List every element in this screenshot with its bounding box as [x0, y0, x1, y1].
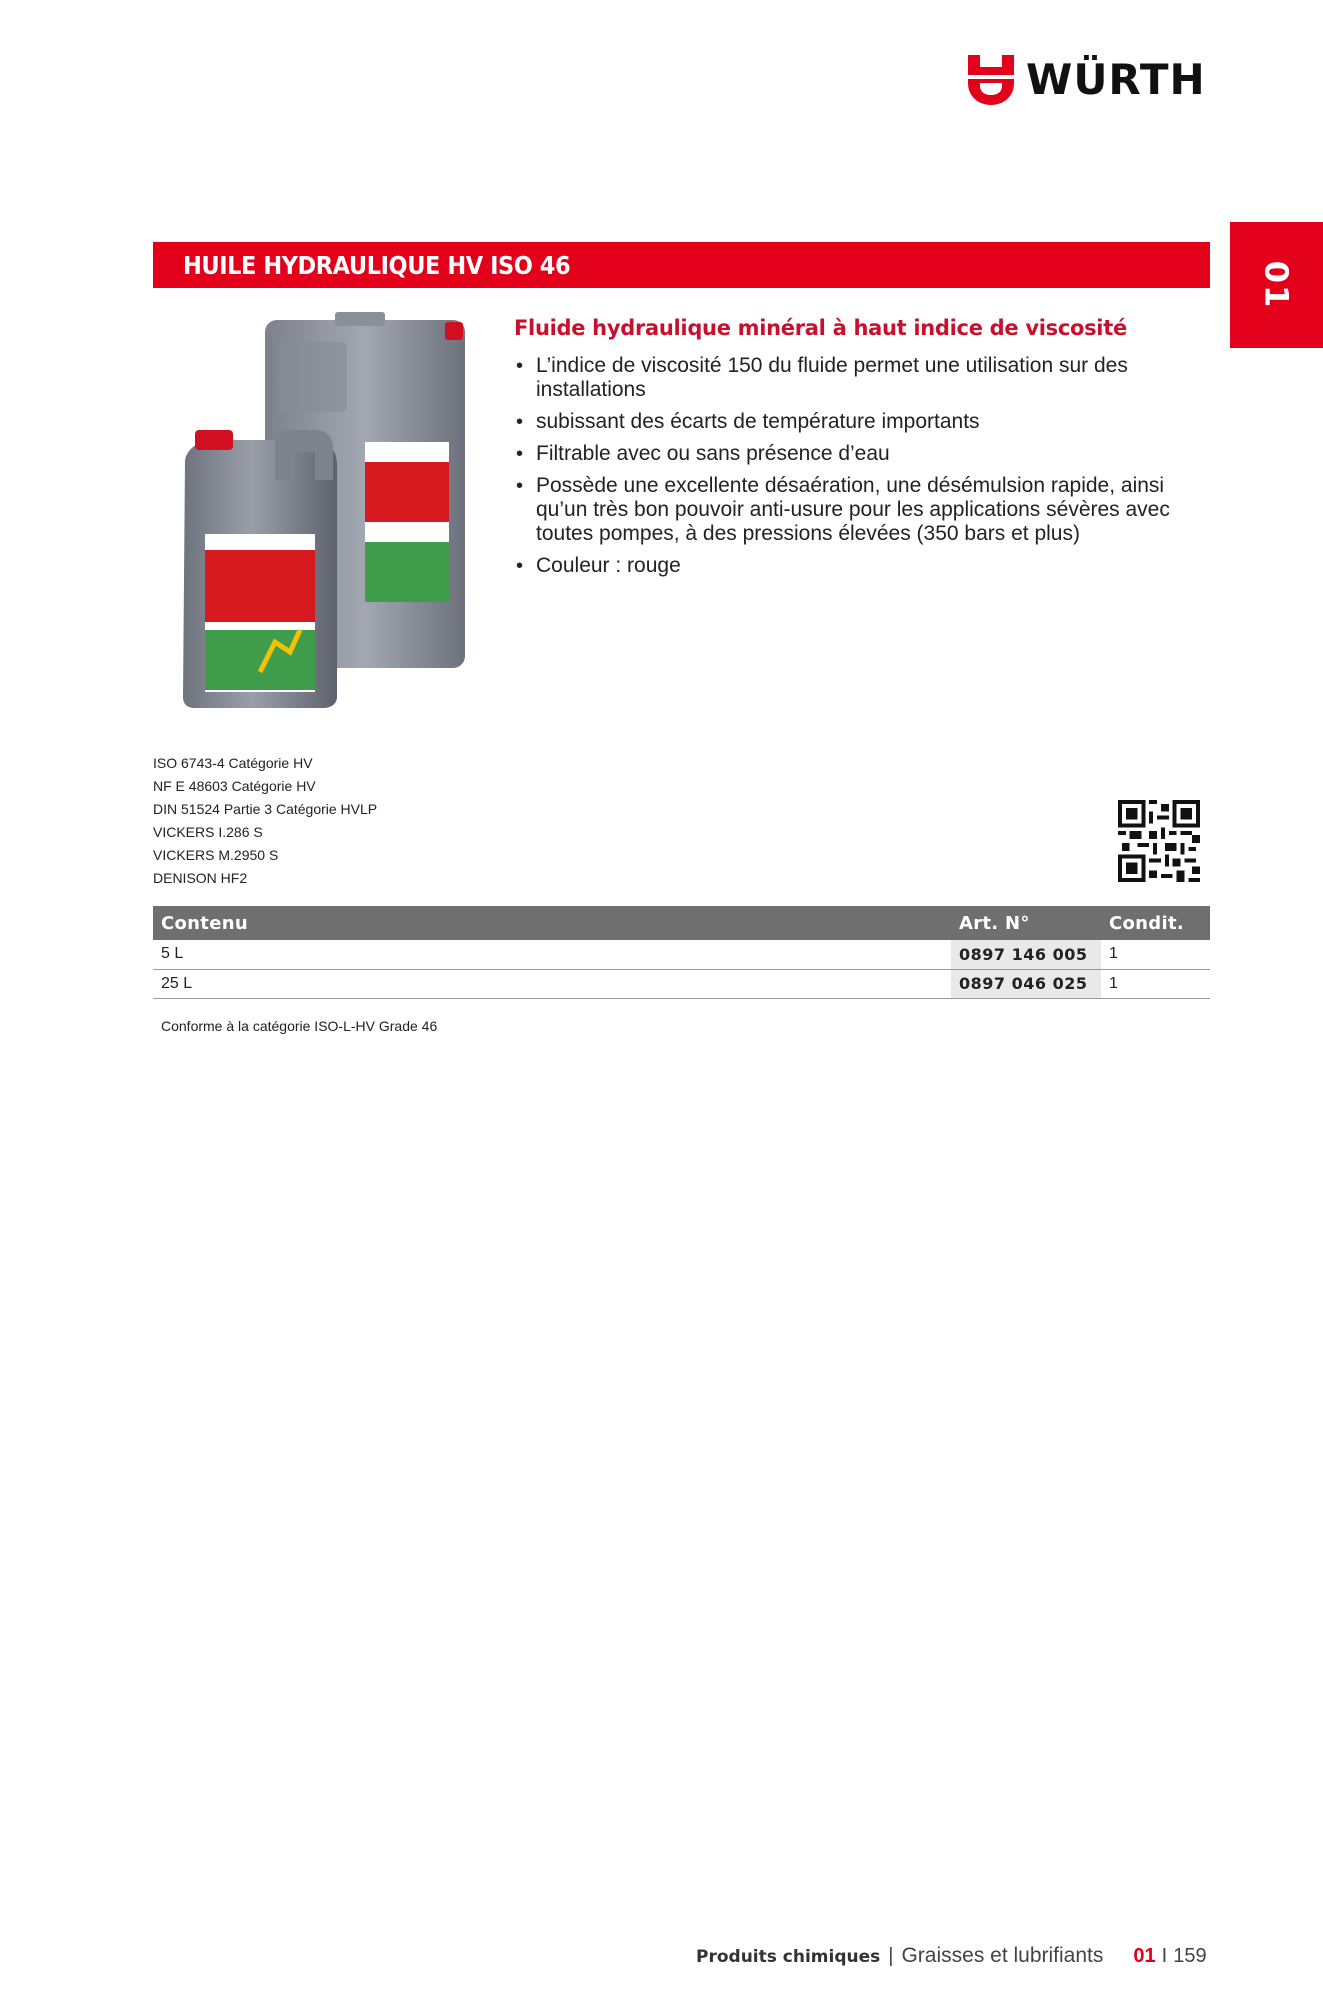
footer-chapter: 01	[1133, 1945, 1156, 1967]
standard-item: DIN 51524 Partie 3 Catégorie HVLP	[153, 801, 378, 817]
row-condition: 1	[1101, 940, 1210, 969]
standard-item: ISO 6743-4 Catégorie HV	[153, 755, 313, 771]
row-content: 25 L	[153, 969, 951, 998]
standard-item: NF E 48603 Catégorie HV	[153, 778, 316, 794]
standard-item: VICKERS I.286 S	[153, 824, 263, 840]
standard-item: VICKERS M.2950 S	[153, 847, 279, 863]
footer-category: Produits chimiques	[696, 1947, 881, 1967]
article-table	[153, 906, 1210, 999]
table-row	[153, 940, 1210, 969]
footer-page-number: 159	[1173, 1945, 1207, 1967]
feature-item: • Filtrable avec ou sans présence d’eau	[514, 442, 1194, 466]
row-article-number: 0897 046 025	[951, 969, 1101, 998]
table-row	[153, 969, 1210, 998]
logo-wordmark: WÜRTH	[1026, 55, 1206, 104]
wurth-logo	[966, 52, 1211, 108]
row-article-number: 0897 146 005	[951, 940, 1101, 969]
row-content: 5 L	[153, 940, 951, 969]
product-title: HUILE HYDRAULIQUE HV ISO 46	[183, 250, 571, 280]
table-header-row	[153, 906, 1210, 940]
column-header-condition: Condit.	[1101, 906, 1210, 940]
standards-list	[153, 752, 377, 890]
feature-item: • Couleur : rouge	[514, 554, 1194, 578]
standard-item: DENISON HF2	[153, 870, 248, 886]
column-header-content: Contenu	[153, 906, 951, 940]
product-title-bar	[153, 242, 1210, 288]
footer-page-separator: I	[1161, 1945, 1168, 1967]
feature-item: • L’indice de viscosité 150 du fluide permet une utilisation sur des installations	[514, 354, 1194, 402]
wurth-logo-mark-icon	[966, 53, 1016, 107]
row-condition: 1	[1101, 969, 1210, 998]
footer-separator: |	[888, 1945, 894, 1967]
feature-list	[514, 354, 1194, 586]
product-image	[165, 312, 475, 712]
column-header-article: Art. N°	[951, 906, 1101, 940]
chapter-tab[interactable]	[1230, 222, 1323, 348]
product-subtitle: Fluide hydraulique minéral à haut indice de viscosité	[514, 316, 1127, 340]
chapter-tab-label: 01	[1257, 260, 1296, 310]
feature-item: • Possède une excellente désaération, une désémulsion rapide, ainsi qu’un très bon pouvoir anti-usure pour les applications sévères avec toutes pompes, à des pressions élevées (350 bars et plus)	[514, 474, 1194, 546]
footnote: Conforme à la catégorie ISO-L-HV Grade 46	[161, 1018, 438, 1034]
feature-item: • subissant des écarts de température importants	[514, 410, 1194, 434]
page-footer	[696, 1944, 1207, 1968]
footer-subcategory: Graisses et lubrifiants	[901, 1944, 1104, 1967]
qr-code-icon[interactable]	[1118, 800, 1200, 882]
